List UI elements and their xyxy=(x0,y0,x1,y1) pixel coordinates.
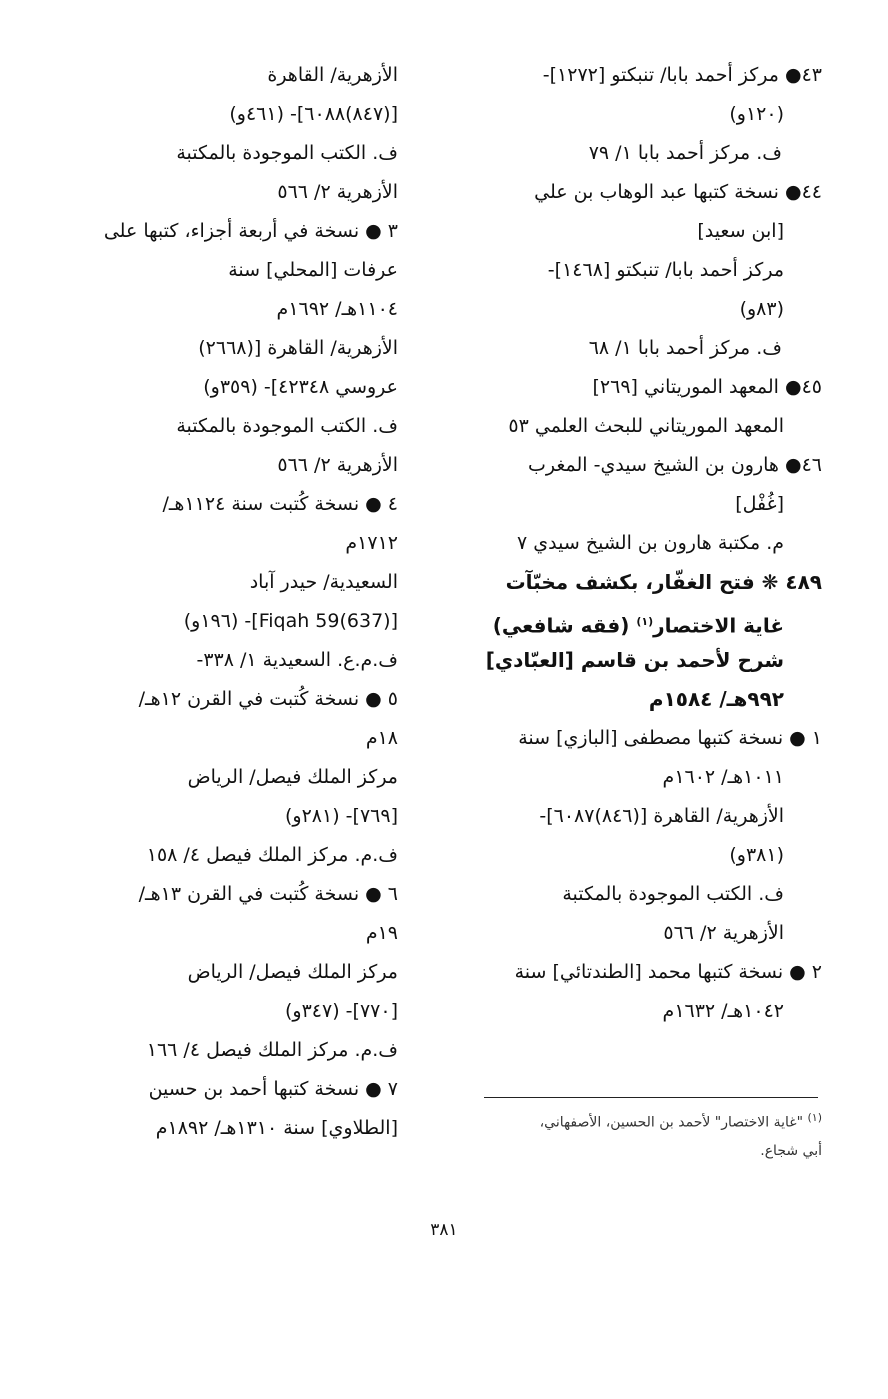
text-line: [الطلاوي] سنة ١٣١٠هـ/ ١٨٩٢م xyxy=(155,1117,398,1139)
text-line: ف.م. مركز الملك فيصل ٤/ ١٥٨ xyxy=(146,844,398,866)
text-line: الأزهرية/ القاهرة [(٨٤٦)٦٠٨٧]- xyxy=(539,805,784,827)
text-line: ٣ ● نسخة في أربعة أجزاء، كتبها على xyxy=(103,220,398,242)
text-line: مركز الملك فيصل/ الرياض xyxy=(187,766,398,788)
text-line: ١٨م xyxy=(365,727,398,749)
text-line: ٤٦● هارون بن الشيخ سيدي- المغرب xyxy=(527,454,822,476)
text-line: ٤ ● نسخة كُتبت سنة ١١٢٤هـ/ xyxy=(162,493,398,515)
text-line: ٤٤● نسخة كتبها عبد الوهاب بن علي xyxy=(534,181,822,203)
footnote-marker: (١) xyxy=(807,1111,822,1124)
text-line: ٩٩٢هـ/ ١٥٨٤م xyxy=(648,687,784,711)
text-line: الأزهرية ٢/ ٥٦٦ xyxy=(277,454,398,476)
text-line: ٦ ● نسخة كُتبت في القرن ١٣هـ/ xyxy=(138,883,398,905)
text-line: ١ ● نسخة كتبها مصطفى [البازي] سنة xyxy=(518,727,822,749)
text-line: ف. الكتب الموجودة بالمكتبة xyxy=(562,883,784,905)
footnote-line-2: أبي شجاع. xyxy=(760,1142,822,1159)
text-line: ١١٠٤هـ/ ١٦٩٢م xyxy=(276,298,398,320)
text-line: ٤٨٩ ❋ فتح الغفّار، بكشف مخبّآت xyxy=(505,570,822,594)
footnote-divider xyxy=(484,1097,818,1098)
text-line: الأزهرية ٢/ ٥٦٦ xyxy=(277,181,398,203)
text-line: عروسي ٤٢٣٤٨]- (٣٥٩و) xyxy=(203,376,398,398)
text-line: المعهد الموريتاني للبحث العلمي ٥٣ xyxy=(508,415,784,437)
text-line: [٧٦٩]- (٢٨١و) xyxy=(285,805,398,827)
text-line: ٤٣● مركز أحمد بابا/ تنبكتو [١٢٧٢]- xyxy=(542,64,822,86)
text-line: ١٠١١هـ/ ١٦٠٢م xyxy=(662,766,784,788)
footnote-reference: (١) xyxy=(636,615,654,628)
text-line: شرح لأحمد بن قاسم [العبّادي] xyxy=(485,648,784,672)
right-column xyxy=(466,56,822,1031)
text-line: (٨٣و) xyxy=(739,298,784,320)
left-column xyxy=(98,56,398,1148)
text-line: ف. الكتب الموجودة بالمكتبة xyxy=(176,415,398,437)
text-line: مركز أحمد بابا/ تنبكتو [١٤٦٨]- xyxy=(547,259,784,281)
text-line: [(637)Fiqah 59]- (١٩٦و) xyxy=(183,610,398,632)
text-line: ٤٥● المعهد الموريتاني [٢٦٩] xyxy=(592,376,822,398)
text-line: م. مكتبة هارون بن الشيخ سيدي ٧ xyxy=(517,532,784,554)
text-line: [(٨٤٧)٦٠٨٨]- (٤٦١و) xyxy=(229,103,398,125)
text-line: [غُفْل] xyxy=(735,493,784,515)
text-line: ٥ ● نسخة كُتبت في القرن ١٢هـ/ xyxy=(138,688,398,710)
text-line: غاية الاختصار$^{(١)}$ (فقه شافعي) xyxy=(492,613,784,638)
text-line: ف. مركز أحمد بابا ١/ ٦٨ xyxy=(588,337,782,359)
footnote-line-1: $^{(١)}$ "غاية الاختصار" لأحمد بن الحسين، الأصفهاني، xyxy=(539,1111,822,1131)
page-number: ٣٨١ xyxy=(430,1220,458,1240)
text-line: ف.م.ع. السعيدية ١/ ٣٣٨- xyxy=(196,649,398,671)
text-line: ١٠٤٢هـ/ ١٦٣٢م xyxy=(662,1000,784,1022)
footnote xyxy=(488,1104,822,1165)
text-line: ف. مركز أحمد بابا ١/ ٧٩ xyxy=(588,142,782,164)
text-line: [ابن سعيد] xyxy=(697,220,784,242)
text-line: ف. الكتب الموجودة بالمكتبة xyxy=(176,142,398,164)
text-line: عرفات [المحلي] سنة xyxy=(228,259,398,281)
text-line: [٧٧٠]- (٣٤٧و) xyxy=(285,1000,398,1022)
text-line: ف.م. مركز الملك فيصل ٤/ ١٦٦ xyxy=(146,1039,398,1061)
text-line: ٢ ● نسخة كتبها محمد [الطندتائي] سنة xyxy=(514,961,822,983)
text-line: الأزهرية/ القاهرة xyxy=(267,64,398,86)
text-line: (١٢٠و) xyxy=(729,103,784,125)
text-line: الأزهرية/ القاهرة [(٢٦٦٨) xyxy=(198,337,398,359)
text-line: الأزهرية ٢/ ٥٦٦ xyxy=(663,922,784,944)
text-line: ١٧١٢م xyxy=(345,532,398,554)
text-line: السعيدية/ حيدر آباد xyxy=(249,571,398,593)
text-line: (٣٨١و) xyxy=(729,844,784,866)
text-line: مركز الملك فيصل/ الرياض xyxy=(187,961,398,983)
text-line: ٧ ● نسخة كتبها أحمد بن حسين xyxy=(148,1078,398,1100)
text-line: ١٩م xyxy=(365,922,398,944)
